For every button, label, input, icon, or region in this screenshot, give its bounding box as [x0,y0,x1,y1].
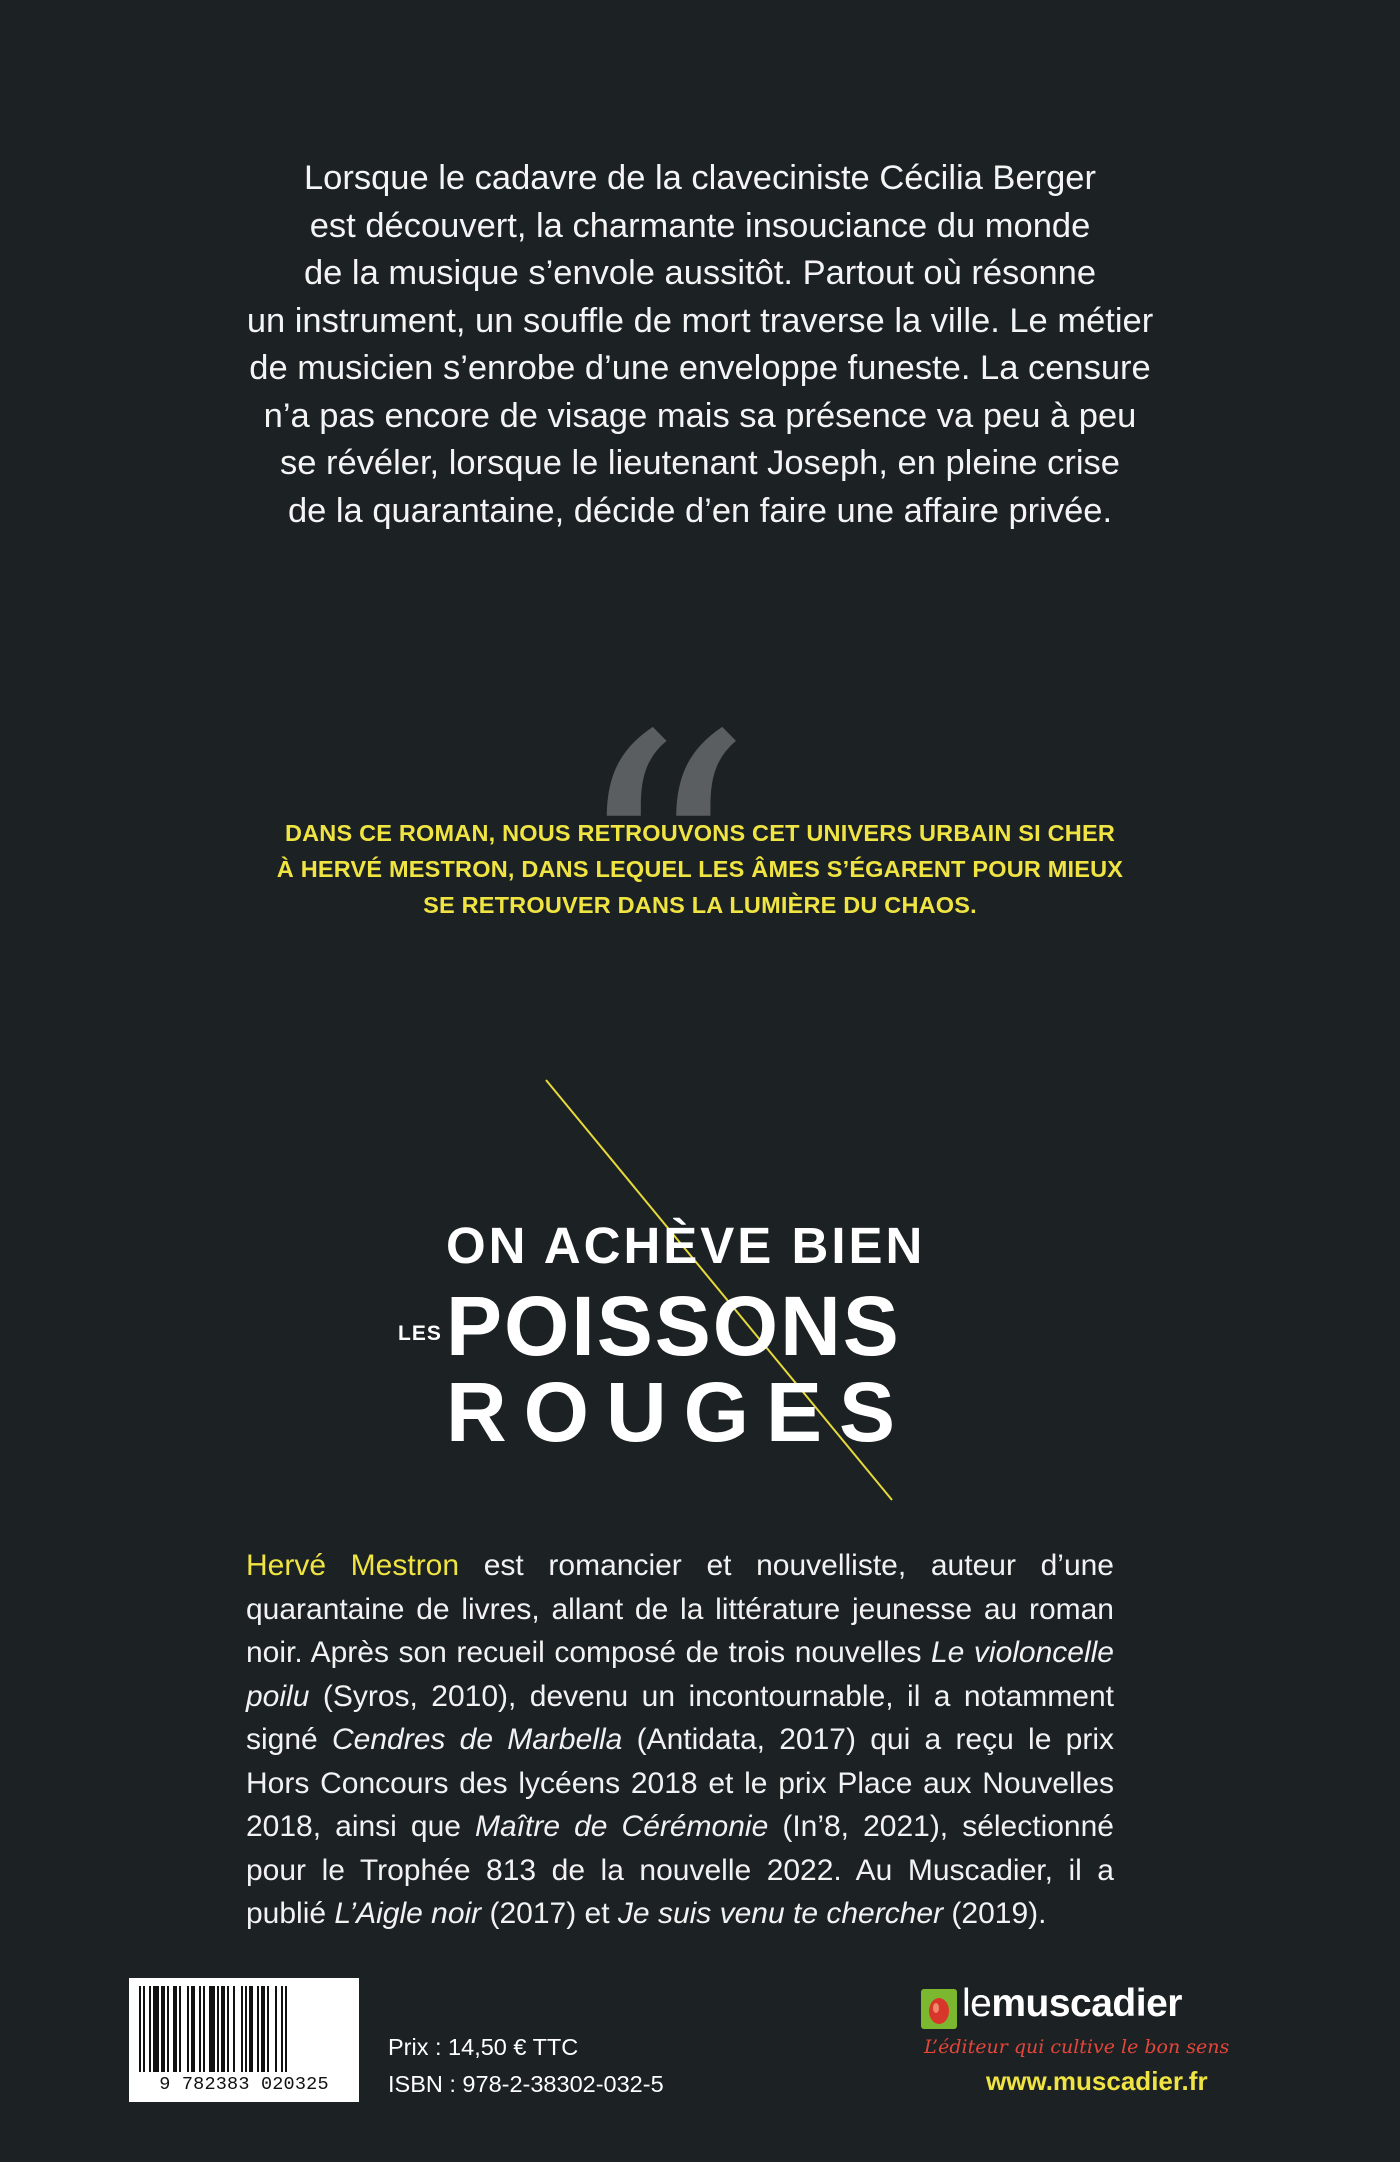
synopsis-line: de la quarantaine, décide d’en faire une affaire privée. [287,491,1113,530]
isbn: ISBN : 978-2-38302-032-5 [388,2071,664,2097]
author-name: Hervé Mestron [246,1549,460,1582]
bio-text: (2019). [943,1897,1047,1930]
publisher-tagline: L’éditeur qui cultive le bon sens [924,2036,1230,2058]
bio-text: (Antidata, 2017) qui a reçu le prix Hors Concours des lycéens 2018 et le prix Place aux Nouvelles 2018, ainsi que [246,1723,1115,1843]
bio-text: est romancier et nouvelliste, auteur d’une quarantaine de livres, allant de la littérature jeunesse au roman noir. Après son recueil composé de trois nouvelles [246,1549,1114,1669]
barcode [129,1978,359,2102]
bio-text: (In’8, 2021), sélectionné pour le Trophée 813 de la nouvelle 2022. Au Muscadier, il a publié [246,1810,1114,1930]
synopsis-line: se révéler, lorsque le lieutenant Joseph, en pleine crise [279,444,1120,482]
book-title: Je suis venu te chercher [617,1897,944,1930]
synopsis-line: n’a pas encore de visage mais sa présence va peu à peu [263,396,1137,435]
book-title: Cendres de Marbella [331,1723,623,1756]
quote-line: DANS CE ROMAN, NOUS RETROUVONS CET UNIVERS URBAIN SI CHER [284,820,1116,846]
quote-line: À HERVÉ MESTRON, DANS LEQUEL LES ÂMES S’ÉGARENT POUR MIEUX [276,856,1124,882]
barcode-digits: 9 782383 020325 [159,2074,329,2095]
book-title: Maître de Cérémonie [475,1810,769,1843]
synopsis-line: est découvert, la charmante insouciance du monde [309,206,1091,245]
publisher-website: www.muscadier.fr [986,2066,1208,2096]
publisher-name-light: le [962,1982,992,2025]
book-title: Le violoncelle poilu [246,1636,1114,1713]
price: Prix : 14,50 € TTC [388,2034,579,2060]
title-line-2: POISSONS [446,1279,901,1373]
synopsis-line: de musicien s’enrobe d’une enveloppe funeste. La censure [249,349,1151,387]
title-line-1: ON ACHÈVE BIEN [446,1217,926,1274]
bio-text: (2017) et [481,1897,618,1930]
publisher-name-bold: muscadier [991,1982,1182,2025]
publisher-name [962,1982,1182,2026]
title-line-3: ROUGES [446,1365,913,1459]
author-bio [246,1544,1114,1936]
quote-line: SE RETROUVER DANS LA LUMIÈRE DU CHAOS. [423,892,977,918]
bio-text: (Syros, 2010), devenu un incontournable, il a notamment signé [246,1679,1114,1756]
muscadier-logo-icon [921,1989,957,2029]
synopsis-line: Lorsque le cadavre de la claveciniste Cécilia Berger [303,159,1096,197]
synopsis-line: de la musique s’envole aussitôt. Partout où résonne [303,254,1097,292]
quote-mark-icon: “ [570,660,715,1079]
synopsis-line: un instrument, un souffle de mort traverse la ville. Le métier [246,301,1154,340]
title-les: LES [398,1322,442,1345]
barcode-bars-icon [139,1986,349,2072]
book-title: L’Aigle noir [334,1897,482,1930]
